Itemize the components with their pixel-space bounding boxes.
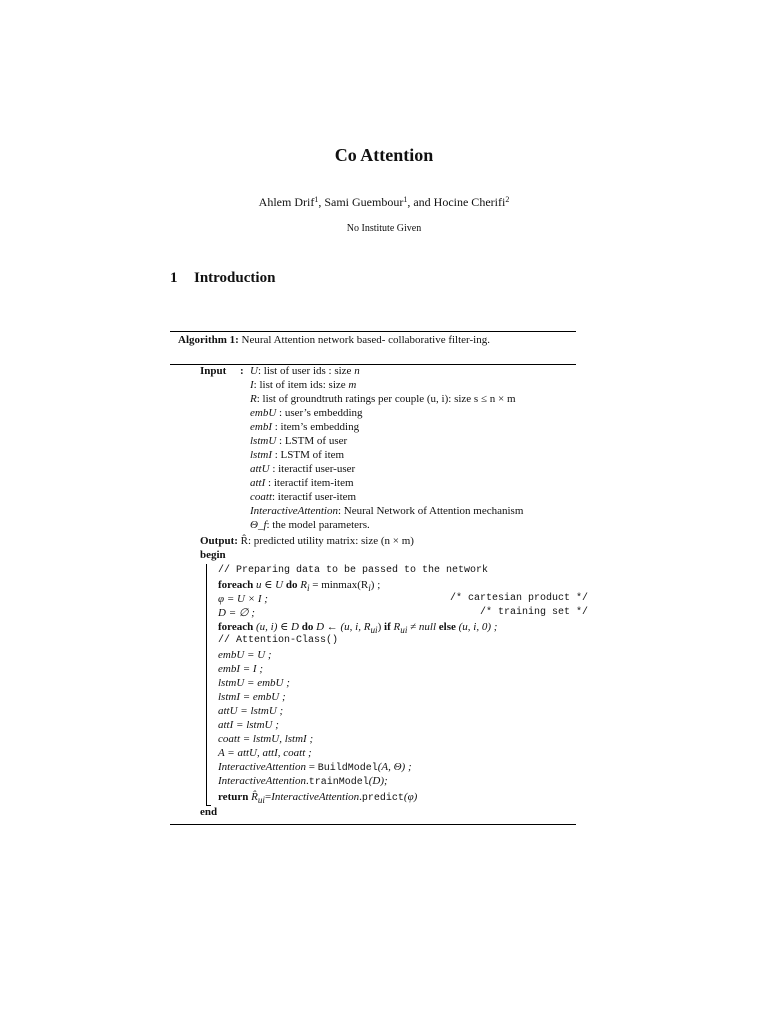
input-desc: : the model parameters.	[266, 519, 370, 531]
function-name: predict	[361, 793, 404, 804]
subscript: i	[306, 583, 310, 594]
d-init-line: D = ∅ ;	[218, 607, 255, 619]
expr: = minmax(R	[309, 579, 369, 591]
input-size: m	[348, 379, 357, 391]
algorithm-caption-text: Neural Attention network based- collaborative filter-ing.	[241, 334, 490, 346]
input-var: embU	[250, 407, 277, 419]
input-desc: : list of groundtruth ratings per couple (u, i): size s ≤ n × m	[256, 393, 516, 405]
input-item	[250, 392, 516, 406]
author-list	[0, 195, 768, 210]
input-var: R	[250, 393, 257, 405]
section-title: Introduction	[194, 270, 276, 286]
expr: ) ;	[370, 579, 381, 591]
kw-do: do	[301, 621, 314, 633]
output-line	[200, 534, 414, 548]
kw-if: if	[384, 621, 391, 633]
expr: )	[377, 621, 385, 633]
kw-foreach: foreach	[218, 579, 254, 591]
input-desc: : iteractif item-item	[265, 477, 354, 489]
author-name: Hocine Cherifi	[433, 195, 506, 209]
code-line: A = attU, attI, coatt ;	[218, 747, 312, 759]
input-var: embI	[250, 421, 272, 433]
input-item	[250, 490, 356, 504]
author-separator: , and	[407, 195, 434, 209]
input-label: Input	[200, 365, 227, 377]
input-desc: : item’s embedding	[272, 421, 360, 433]
expr: (D);	[368, 775, 388, 787]
input-item	[250, 434, 347, 448]
expr: u ∈ U	[253, 579, 286, 591]
expr: InteractiveAttention	[218, 775, 306, 787]
caption-divider	[170, 364, 576, 365]
input-colon	[240, 364, 244, 378]
subscript: ui	[370, 625, 378, 636]
input-desc: : Neural Network of Attention mechanism	[337, 505, 524, 517]
end-text: end	[200, 806, 218, 818]
code-line: lstmU = embU ;	[218, 677, 290, 689]
input-var: Θ_f	[250, 519, 267, 531]
institute: No Institute Given	[346, 223, 422, 234]
code-line: attU = lstmU ;	[218, 705, 284, 717]
input-desc: : user’s embedding	[276, 407, 363, 419]
begin-keyword	[200, 548, 226, 562]
author-name: Ahlem Drif	[258, 195, 315, 209]
input-var: attI	[250, 477, 266, 489]
input-item	[250, 378, 356, 392]
author-name: Sami Guembour	[324, 195, 404, 209]
code-line: embU = U ;	[218, 649, 272, 661]
code-line: embI = I ;	[218, 663, 263, 675]
input-item	[250, 504, 523, 518]
input-label-line	[200, 364, 226, 378]
input-item	[250, 364, 360, 378]
author-affiliation: 1	[314, 195, 319, 204]
expr: R	[390, 621, 401, 633]
input-item	[250, 448, 344, 462]
expr: .	[305, 775, 309, 787]
kw-do: do	[285, 579, 298, 591]
expr: =	[305, 761, 318, 773]
input-size: n	[354, 365, 360, 377]
algorithm-caption	[178, 332, 570, 347]
input-desc: : iteractif user-item	[272, 491, 357, 503]
input-item	[250, 476, 354, 490]
expr: (u, i, 0) ;	[455, 621, 498, 633]
input-desc: : list of user ids : size	[257, 365, 355, 377]
section-number: 1	[170, 270, 178, 286]
input-item	[250, 462, 355, 476]
input-colon-text: :	[240, 365, 244, 377]
code-line: attI = lstmU ;	[218, 719, 279, 731]
expr: .	[359, 791, 362, 803]
expr: (A, Θ) ;	[377, 761, 412, 773]
expr: (u, i) ∈ D	[253, 621, 302, 633]
comment-cartesian: /* cartesian product */	[450, 593, 589, 604]
phi-line: φ = U × I ;	[218, 593, 268, 605]
input-item	[250, 406, 363, 420]
input-item	[250, 518, 370, 532]
input-var: U	[250, 365, 258, 377]
output-label: Output:	[200, 535, 238, 547]
block-bar	[206, 564, 207, 806]
code-line: coatt = lstmU, lstmI ;	[218, 733, 314, 745]
train-model-line	[218, 774, 388, 790]
comment-training: /* training set */	[480, 607, 589, 618]
function-name: BuildModel	[317, 763, 378, 774]
subscript: ui	[257, 795, 265, 806]
comment-line: // Attention-Class()	[218, 635, 339, 646]
expr: R	[297, 579, 307, 591]
return-line	[218, 790, 417, 807]
code-line: lstmI = embU ;	[218, 691, 286, 703]
algorithm-label: Algorithm 1:	[178, 334, 239, 346]
input-desc: : LSTM of item	[272, 449, 345, 461]
paper-title: Co Attention	[334, 145, 434, 165]
expr: InteractiveAttention	[218, 761, 306, 773]
expr: InteractiveAttention	[271, 791, 360, 803]
expr: D ← (u, i, R	[313, 621, 371, 633]
expr: ≠ null	[407, 621, 439, 633]
author-affiliation: 1	[403, 195, 408, 204]
expr: =	[264, 791, 272, 803]
input-desc: : LSTM of user	[276, 435, 348, 447]
input-desc: : list of item ids: size	[253, 379, 349, 391]
author-separator: ,	[318, 195, 325, 209]
kw-return: return	[218, 791, 249, 803]
input-var: lstmI	[250, 449, 272, 461]
kw-else: else	[438, 621, 456, 633]
subscript: i	[368, 583, 371, 594]
input-var: attU	[250, 463, 270, 475]
input-var: I	[250, 379, 254, 391]
input-var: lstmU	[250, 435, 277, 447]
end-keyword	[200, 805, 217, 819]
kw-foreach: foreach	[218, 621, 254, 633]
begin-text: begin	[200, 549, 226, 561]
expr: (φ)	[403, 791, 418, 803]
section-heading	[170, 270, 275, 287]
input-item	[250, 420, 359, 434]
subscript: ui	[400, 625, 408, 636]
input-var: coatt	[250, 491, 272, 503]
comment-line: // Preparing data to be passed to the network	[218, 565, 489, 576]
function-name: trainModel	[308, 777, 369, 788]
input-desc: : iteractif user-user	[269, 463, 356, 475]
input-var: InteractiveAttention	[250, 505, 338, 517]
author-affiliation: 2	[505, 195, 510, 204]
expr: R̂	[248, 791, 258, 803]
output-text: R̂: predicted utility matrix: size (n × m)	[240, 535, 414, 547]
